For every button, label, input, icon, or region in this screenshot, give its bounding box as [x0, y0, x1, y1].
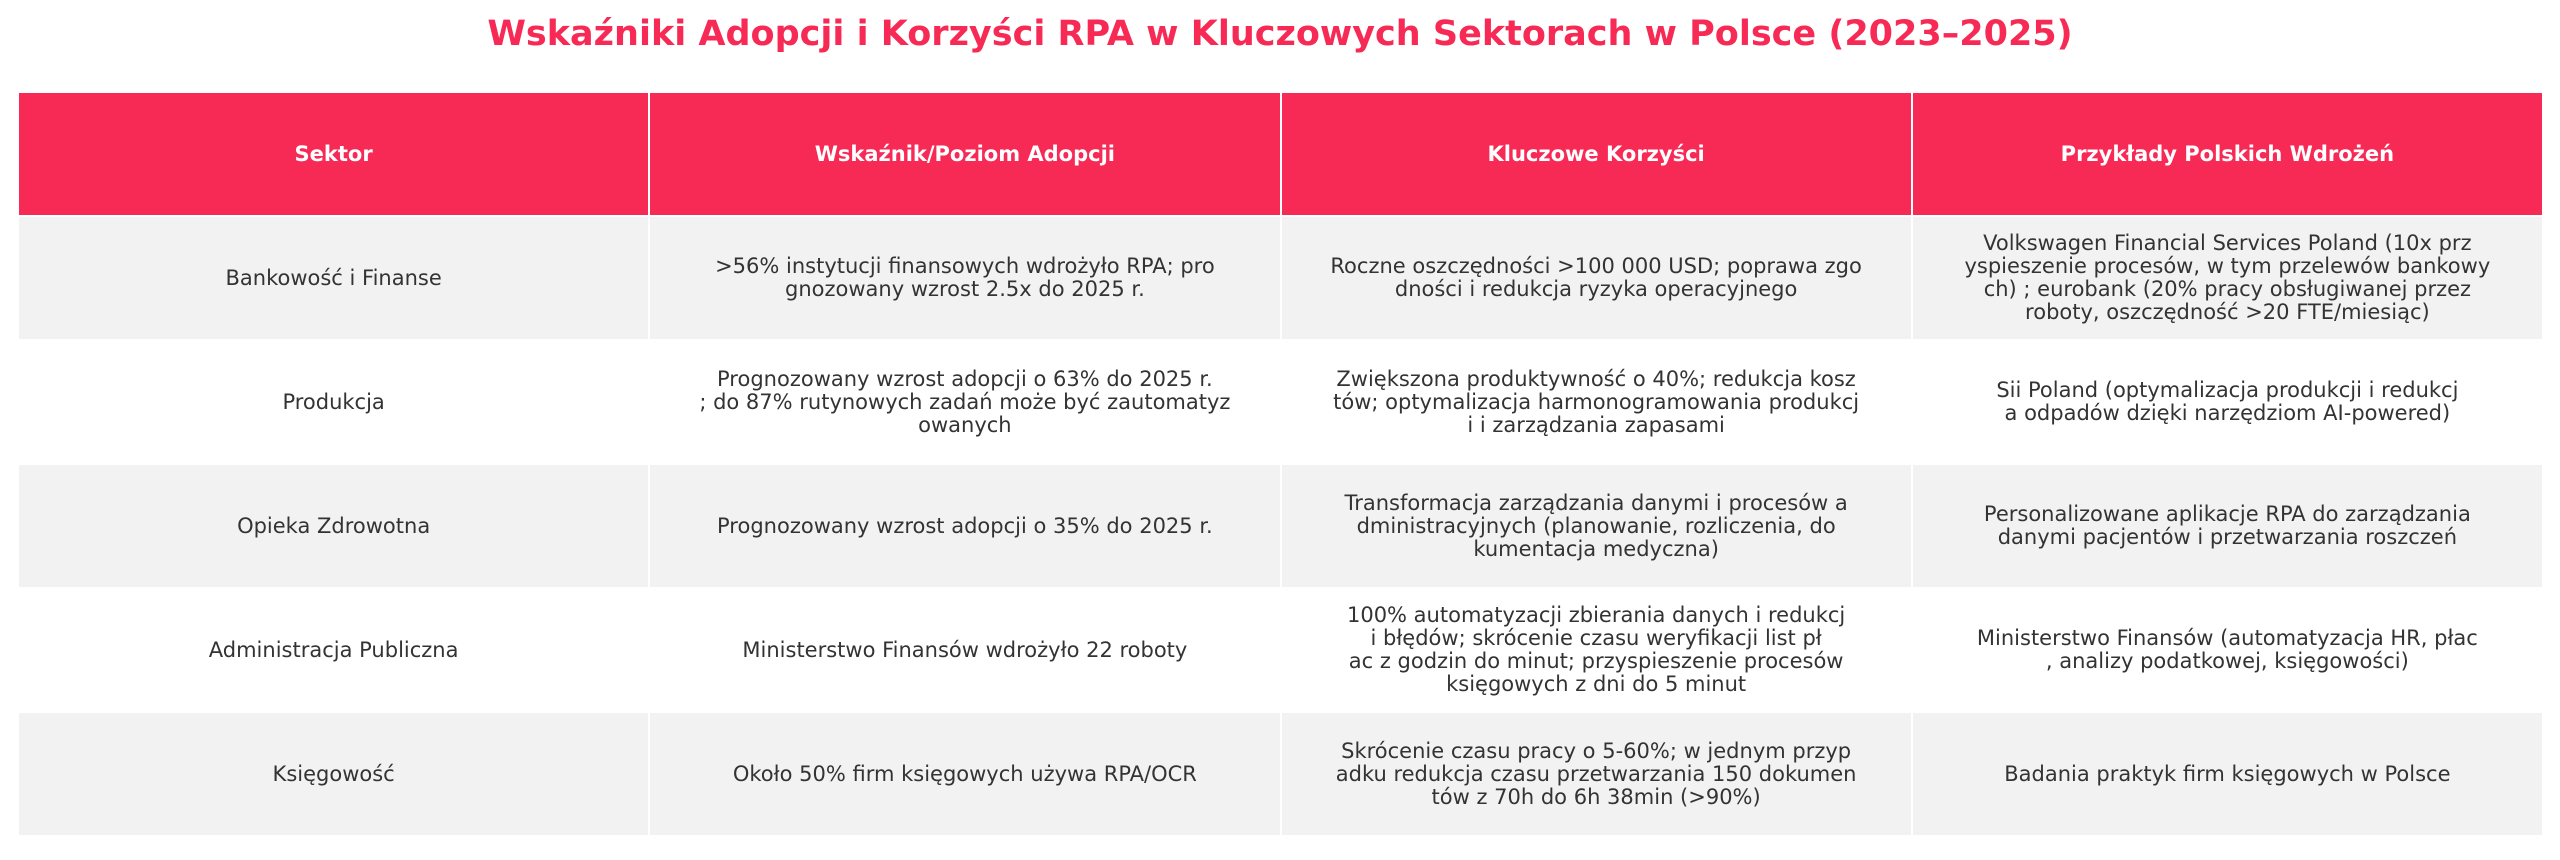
cell-text: Skrócenie czasu pracy o 5-60%; w jednym przyp adku redukcja czasu przetwarzania 150 dokumen tów z 70h do 6h 38min (>90%)	[1335, 738, 1857, 809]
table-cell-adoption	[649, 712, 1280, 836]
table-cell-sector	[18, 340, 649, 464]
chart-title: Wskaźniki Adopcji i Korzyści RPA w Kluczowych Sektorach w Polsce (2023–2025)	[487, 14, 2073, 54]
cell-text: Badania praktyk firm księgowych w Polsce	[2004, 761, 2451, 786]
table-row	[18, 464, 2543, 588]
table-cell-examples	[1912, 464, 2543, 588]
table-cell-adoption	[649, 588, 1280, 712]
table-header-row	[18, 92, 2543, 216]
column-header-examples: Przykłady Polskich Wdrożeń	[1912, 92, 2543, 216]
column-header-sector: Sektor	[18, 92, 649, 216]
table-cell-sector	[18, 216, 649, 340]
cell-text: Zwiększona produktywność o 40%; redukcja kosz tów; optymalizacja harmonogramowania produkcj i i zarządzania zapasami	[1333, 366, 1860, 437]
table-row	[18, 712, 2543, 836]
table-row	[18, 340, 2543, 464]
cell-text: Sii Poland (optymalizacja produkcji i redukcj a odpadów dzięki narzędziom AI-powered)	[1996, 378, 2459, 425]
cell-text: Transformacja zarządzania danymi i procesów a dministracyjnych (planowanie, rozliczenia, do kumentacja medyczna)	[1344, 490, 1848, 561]
table-cell-adoption	[649, 464, 1280, 588]
cell-text: Opieka Zdrowotna	[237, 513, 431, 538]
table-row	[18, 588, 2543, 712]
table-cell-sector	[18, 588, 649, 712]
cell-text: Personalizowane aplikacje RPA do zarządzania danymi pacjentów i przetwarzania roszczeń	[1983, 502, 2471, 549]
table-cell-examples	[1912, 588, 2543, 712]
table-cell-benefits	[1281, 464, 1912, 588]
table-cell-adoption	[649, 340, 1280, 464]
table-cell-benefits	[1281, 216, 1912, 340]
column-header-benefits: Kluczowe Korzyści	[1281, 92, 1912, 216]
table-cell-benefits	[1281, 588, 1912, 712]
cell-text: Księgowość	[272, 761, 395, 786]
cell-text: >56% instytucji finansowych wdrożyło RPA; pro gnozowany wzrost 2.5x do 2025 r.	[715, 254, 1215, 301]
cell-text: 100% automatyzacji zbierania danych i redukcj i błędów; skrócenie czasu weryfikacji list pł ac z godzin do minut; przyspieszenie procesów księgowych z dni do 5 minut	[1346, 603, 1846, 696]
cell-text: Ministerstwo Finansów (automatyzacja HR, płac , analizy podatkowej, księgowości)	[1976, 626, 2478, 673]
cell-text: Volkswagen Financial Services Poland (10x prz yspieszenie procesów, w tym przelewów bankowy ch) ; eurobank (20% pracy obsługiwanej przez roboty, oszczędność >20 FTE/miesiąc)	[1964, 231, 2491, 324]
table-row	[18, 216, 2543, 340]
table-cell-sector	[18, 712, 649, 836]
cell-text: Około 50% firm księgowych używa RPA/OCR	[732, 761, 1197, 786]
cell-text: Ministerstwo Finansów wdrożyło 22 roboty	[742, 637, 1188, 662]
table-cell-examples	[1912, 712, 2543, 836]
cell-text: Produkcja	[282, 389, 385, 414]
table-cell-adoption	[649, 216, 1280, 340]
table-cell-sector	[18, 464, 649, 588]
column-header-adoption: Wskaźnik/Poziom Adopcji	[649, 92, 1280, 216]
cell-text: Prognozowany wzrost adopcji o 35% do 2025 r.	[717, 513, 1213, 538]
cell-text: Administracja Publiczna	[208, 637, 459, 662]
cell-text: Prognozowany wzrost adopcji o 63% do 2025 r. ; do 87% rutynowych zadań może być zautomatyz owanych	[699, 366, 1231, 437]
table-cell-benefits	[1281, 712, 1912, 836]
table-cell-examples	[1912, 216, 2543, 340]
data-table	[17, 91, 2544, 837]
cell-text: Bankowość i Finanse	[225, 265, 442, 290]
table-cell-examples	[1912, 340, 2543, 464]
cell-text: Roczne oszczędności >100 000 USD; poprawa zgo dności i redukcja ryzyka operacyjnego	[1330, 254, 1862, 301]
table-cell-benefits	[1281, 340, 1912, 464]
